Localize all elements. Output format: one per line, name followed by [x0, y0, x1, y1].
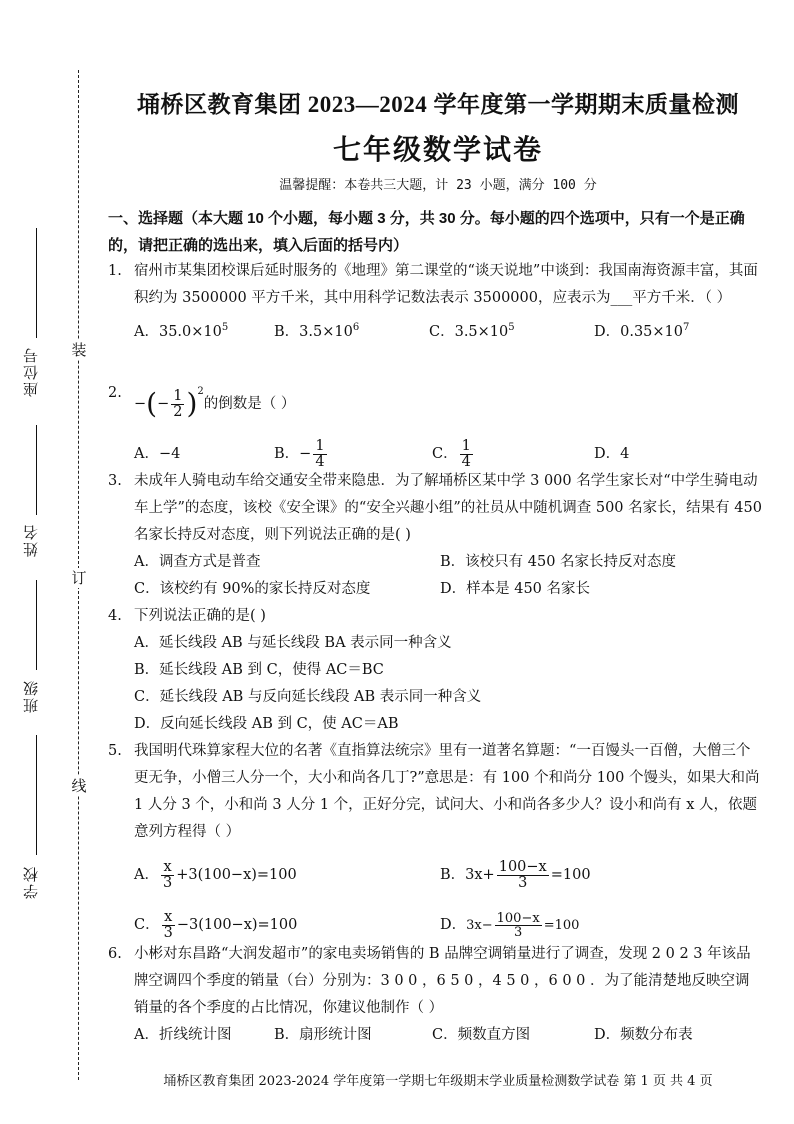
exam-subtitle: 七年级数学试卷: [332, 135, 543, 166]
question-options: [134, 314, 763, 341]
question-options-row-1: [134, 850, 763, 900]
option-c-text: C．延长线段 AB 与反向延长线段 AB 表示同一种含义: [134, 689, 482, 705]
question-4: [108, 603, 763, 738]
option-b-text: B．3.5×10: [274, 323, 353, 340]
option-d[interactable]: [134, 711, 763, 738]
question-5: [108, 738, 763, 950]
fraction-denominator: 4: [461, 453, 471, 470]
question-number: 3.: [108, 473, 122, 489]
question-text: 未成年人骑电动车给交通安全带来隐患．为了解埇桥区某中学 3 000 名学生家长对“中学生骑电动车上学”的态度，该校《安全课》的“安全兴趣小组”的社员从中随机调查 500 名家长，结果有 450 名家长持反对态度，则下列说法正确的是( ): [134, 473, 762, 543]
question-options: [134, 436, 763, 472]
fraction-numerator: 1: [461, 437, 471, 454]
question-6: [108, 941, 763, 1049]
option-b-text: B．延长线段 AB 到 C，使得 AC＝BC: [134, 662, 384, 678]
option-b[interactable]: [274, 314, 359, 346]
option-b[interactable]: B．扇形统计图: [274, 1027, 372, 1043]
name-label: 姓名: [22, 523, 40, 557]
question-text: [134, 374, 763, 422]
class-label: 班级: [22, 679, 40, 713]
option-b-label: B．: [440, 867, 466, 883]
option-a-text: A．35.0×10: [134, 323, 222, 340]
question-options-row-1: [134, 549, 763, 576]
option-c[interactable]: [432, 436, 475, 472]
fraction-numerator: x: [161, 860, 174, 876]
option-b[interactable]: [134, 657, 763, 684]
question-text: 宿州市某集团校课后延时服务的《地理》第二课堂的“谈天说地”中谈到：我国南海资源丰富，其面积约为 3500000 平方千米，其中用科学记数法表示 3500000，应表示为___平方千米．（ ）: [134, 263, 758, 306]
option-c-exp: 5: [508, 322, 515, 333]
fraction-denominator: 4: [315, 453, 325, 470]
fraction-numerator: 1: [315, 437, 325, 454]
exam-title: 埇桥区教育集团 2023—2024 学年度第一学期期末质量检测: [137, 92, 739, 117]
option-d-text: D．0.35×10: [594, 323, 684, 340]
class-line: [36, 580, 37, 670]
paren-close: ): [186, 387, 198, 420]
option-b[interactable]: [274, 436, 329, 472]
question-number: 1.: [108, 263, 122, 279]
option-d[interactable]: D．样本是 450 名家长: [440, 581, 591, 597]
name-line: [36, 425, 37, 515]
seal-char-ding: 订: [69, 568, 89, 588]
option-a-exp: 5: [221, 322, 229, 333]
option-d-text: D．反向延长线段 AB 到 C，使 AC＝AB: [134, 716, 399, 732]
option-a[interactable]: A．调查方式是普查: [134, 554, 261, 570]
fraction: [495, 912, 542, 939]
option-a[interactable]: A．−4: [134, 446, 181, 462]
question-number: 5.: [108, 743, 122, 759]
option-d-rest: =100: [543, 918, 580, 933]
option-d[interactable]: [594, 314, 689, 346]
question-2: [108, 374, 763, 472]
option-b-pre: 3x+: [465, 867, 495, 883]
question-3: [108, 468, 763, 603]
question-number: 6.: [108, 946, 122, 962]
fraction-numerator: 100−x: [498, 858, 547, 875]
option-b-exp: 6: [352, 322, 360, 333]
seal-char-xian: 线: [69, 776, 89, 796]
question-number: 2.: [108, 385, 122, 401]
option-b[interactable]: B．该校只有 450 名家长持反对态度: [440, 554, 677, 570]
option-d-pre: 3x−: [466, 918, 493, 933]
fraction-denominator: 3: [518, 874, 528, 891]
fraction: [460, 439, 473, 470]
question-text: 我国明代珠算家程大位的名著《直指算法统宗》里有一道著名算题：“一百馒头一百僧，大僧三个更无争，小僧三人分一个，大小和尚各几丁?”意思是：有 100 个和尚分 100 个馒头，如果大和尚 1 人分 3 个，小和尚 3 人分 1 个，正好分完，试问大、小和尚各多少人？设小和尚有 x 人，依题意列方程得（ ）: [134, 743, 760, 840]
option-d-label: D．: [440, 917, 467, 933]
option-c[interactable]: [429, 314, 515, 346]
fraction: [497, 860, 549, 891]
question-text: 下列说法正确的是( ): [134, 608, 266, 624]
fraction: [162, 910, 175, 941]
question-suffix: 的倒数是（ ）: [203, 396, 296, 412]
school-line: [36, 735, 37, 855]
option-b-text: B．−: [274, 446, 312, 462]
fraction-numerator: 100−x: [496, 911, 540, 926]
option-a[interactable]: [134, 630, 763, 657]
option-c-text: C．3.5×10: [429, 323, 509, 340]
fraction: [313, 439, 326, 470]
exponent: 2: [197, 386, 204, 397]
question-options: [134, 1022, 763, 1049]
fraction-denominator: 3: [162, 874, 173, 891]
seat-line: [36, 228, 37, 338]
school-label: 学校: [22, 865, 40, 899]
fraction-denominator: 3: [163, 924, 173, 941]
option-a[interactable]: [134, 314, 228, 346]
question-number: 4.: [108, 608, 122, 624]
exam-tip: 温馨提醒：本卷共三大题，计 23 小题，满分 100 分: [279, 178, 597, 193]
option-a-rest: +3(100−x)=100: [176, 867, 297, 883]
option-c[interactable]: [134, 684, 763, 711]
option-c-label: C．: [134, 917, 160, 933]
option-d[interactable]: D．4: [594, 446, 630, 462]
inner-minus: −: [157, 396, 170, 412]
option-d[interactable]: D．频数分布表: [594, 1027, 693, 1043]
question-text: 小彬对东昌路“大润发超市”的家电卖场销售的 B 品牌空调销量进行了调查，发现 2 0 2 3 年该品牌空调四个季度的销量（台）分别为：3 0 0 ，6 5 0 ，4 5 0 ，6 0 0 ．为了能清楚地反映空调销量的各个季度的占比情况，你建议他制作（ ）: [134, 946, 751, 1016]
question-1: [108, 258, 763, 341]
fraction-denominator: 2: [173, 403, 183, 420]
option-a-label: A．: [134, 867, 159, 883]
option-b[interactable]: [440, 850, 591, 900]
option-a[interactable]: [134, 850, 297, 900]
binding-margin: [0, 0, 100, 1124]
paren-open: (: [146, 387, 158, 420]
fraction: [171, 389, 184, 420]
section-1-heading: 一、选择题（本大题 10 个小题，每小题 3 分，共 30 分。每小题的四个选项中，只有一个是正确的，请把正确的选出来，填入后面的括号内）: [108, 210, 745, 254]
page-footer: 埇桥区教育集团 2023-2024 学年度第一学期七年级期末学业质量检测数学试卷 第 1 页 共 4 页: [163, 1074, 713, 1089]
option-b-rest: =100: [550, 867, 591, 883]
seat-label: 座位号: [22, 346, 40, 398]
fraction-denominator: 3: [514, 925, 523, 940]
option-a-text: A．延长线段 AB 与延长线段 BA 表示同一种含义: [134, 635, 452, 651]
option-a[interactable]: A．折线统计图: [134, 1027, 232, 1043]
option-c[interactable]: C．该校约有 90%的家长持反对态度: [134, 581, 371, 597]
option-c-text: C．: [432, 446, 458, 462]
fraction-numerator: x: [162, 910, 175, 926]
option-c-rest: −3(100−x)=100: [176, 917, 298, 933]
fraction: [161, 860, 174, 891]
option-c[interactable]: C．频数直方图: [432, 1027, 531, 1043]
option-d-exp: 7: [683, 322, 690, 333]
seal-char-zhuang: 装: [69, 340, 89, 360]
minus-sign: −: [134, 396, 147, 412]
question-options-row-2: [134, 576, 763, 603]
fraction-numerator: 1: [173, 387, 183, 404]
